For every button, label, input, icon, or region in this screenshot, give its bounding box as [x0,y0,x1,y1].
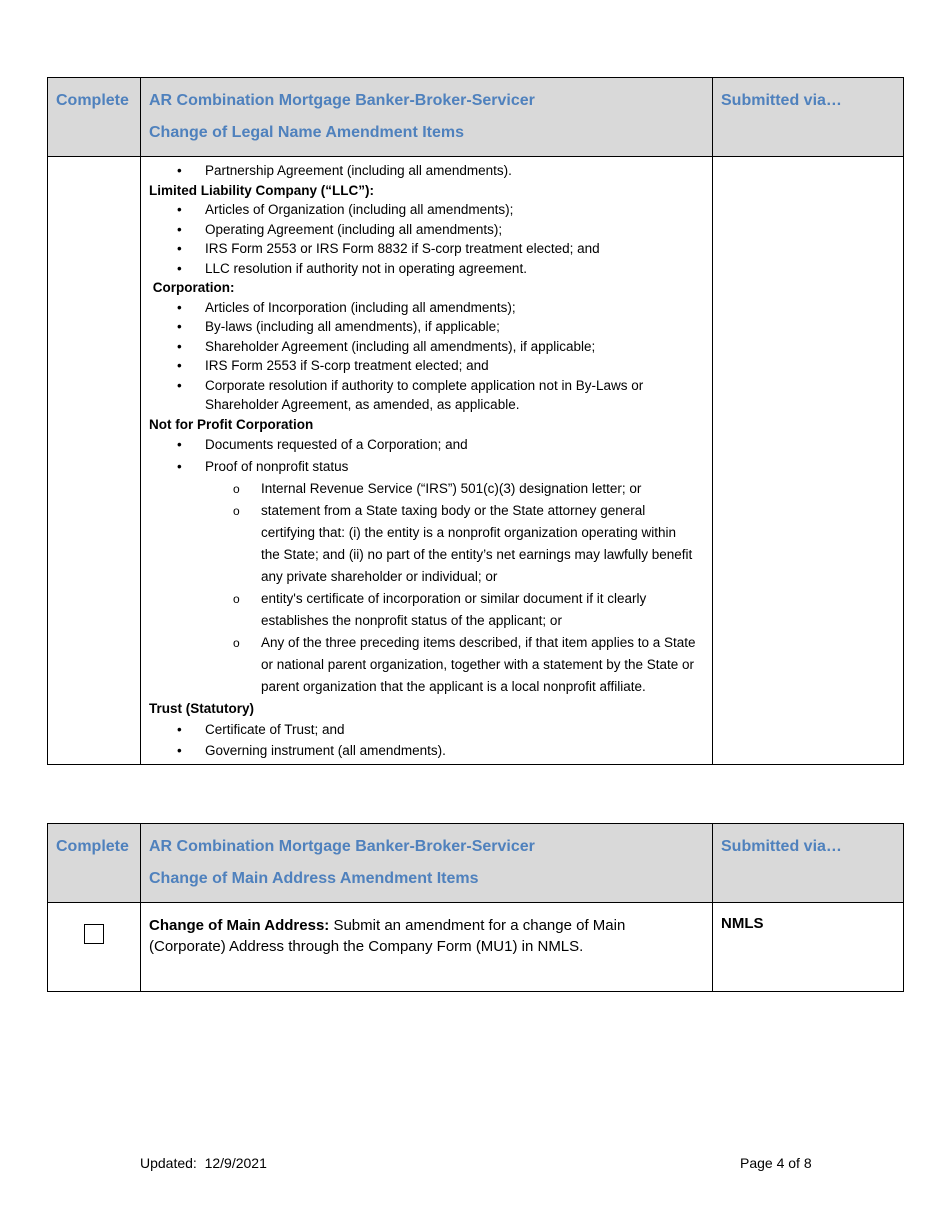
complete-cell [48,157,141,765]
list-item: • IRS Form 2553 if S-corp treatment elected; and [149,356,704,376]
footer-updated: Updated: 12/9/2021 [140,1155,267,1171]
header-submitted: Submitted via… [721,92,842,109]
header-complete-cell [48,78,141,157]
list-item: • Shareholder Agreement (including all amendments), if applicable; [149,337,704,357]
nonprofit-sublist [149,478,704,698]
header-complete-cell [48,824,141,903]
nonprofit-title: Not for Profit Corporation [149,416,314,432]
trust-list [149,720,704,762]
header-title-cell [141,824,713,903]
list-item-label: Proof of nonprofit status [205,459,349,474]
list-item: • Corporate resolution if authority to complete application not in By-Laws or Shareholder Agreement, as amended, as applicable. [149,376,704,415]
submitted-cell [713,157,904,765]
requirement-text: Submit an amendment for a change of Main (Corporate) Address through the Company Form (MU1) in NMLS. [149,917,626,955]
corporation-list [149,298,704,415]
requirement-description [141,903,713,992]
main-address-amendment-table [47,823,904,992]
complete-cell [48,903,141,992]
legal-name-amendment-table [47,77,904,765]
list-item: • IRS Form 2553 or IRS Form 8832 if S-corp treatment elected; and [149,239,704,259]
header-title: AR Combination Mortgage Banker-Broker-Servicer [149,92,535,109]
list-item: • By-laws (including all amendments), if applicable; [149,317,704,337]
header-submitted-cell [713,824,904,903]
list-item: • Articles of Incorporation (including all amendments); [149,298,704,318]
submitted-via-value: NMLS [713,903,904,992]
header-title-cell [141,78,713,157]
list-item: • Operating Agreement (including all amendments); [149,220,704,240]
table-header-row [48,824,904,903]
list-item: • Partnership Agreement (including all amendments). [149,161,704,181]
list-item: • LLC resolution if authority not in operating agreement. [149,259,704,279]
header-title: AR Combination Mortgage Banker-Broker-Servicer [149,838,535,855]
list-item [149,456,704,478]
complete-checkbox[interactable] [84,924,104,944]
requirements-cell [141,157,713,765]
header-subtitle: Change of Main Address Amendment Items [149,870,479,887]
header-complete: Complete [56,92,129,109]
header-submitted-cell [713,78,904,157]
corporation-title: Corporation: [149,280,235,295]
header-submitted: Submitted via… [721,838,842,855]
requirement-label: Change of Main Address: [149,917,330,934]
header-subtitle: Change of Legal Name Amendment Items [149,124,465,141]
table-header-row [48,78,904,157]
llc-title: Limited Liability Company (“LLC”): [149,182,374,198]
list-item: • Governing instrument (all amendments). [149,740,704,762]
llc-list [149,200,704,278]
footer-page-number: Page 4 of 8 [740,1155,812,1171]
trust-title: Trust (Statutory) [149,701,255,716]
partnership-list [149,161,704,181]
sub-list-item: o Internal Revenue Service (“IRS”) 501(c)(3) designation letter; or [149,478,704,500]
sub-list-item: o entity's certificate of incorporation or similar document if it clearly establishes the nonprofit status of the applicant; or [149,588,704,632]
nonprofit-list [149,434,704,478]
header-complete: Complete [56,838,129,855]
table-row [48,903,904,992]
table-row [48,157,904,765]
list-item: • Articles of Organization (including all amendments); [149,200,704,220]
list-item: • Documents requested of a Corporation; and [149,434,704,456]
sub-list-item: o Any of the three preceding items described, if that item applies to a State or national parent organization, together with a statement by the State or parent organization that the applicant is a local nonprofit affiliate. [149,632,704,698]
list-item: • Certificate of Trust; and [149,720,704,740]
sub-list-item: o statement from a State taxing body or the State attorney general certifying that: (i) the entity is a nonprofit organization operating within the State; and (ii) no part of the entity’s net earnings may lawfully benefit any private shareholder or individual; or [149,500,704,588]
